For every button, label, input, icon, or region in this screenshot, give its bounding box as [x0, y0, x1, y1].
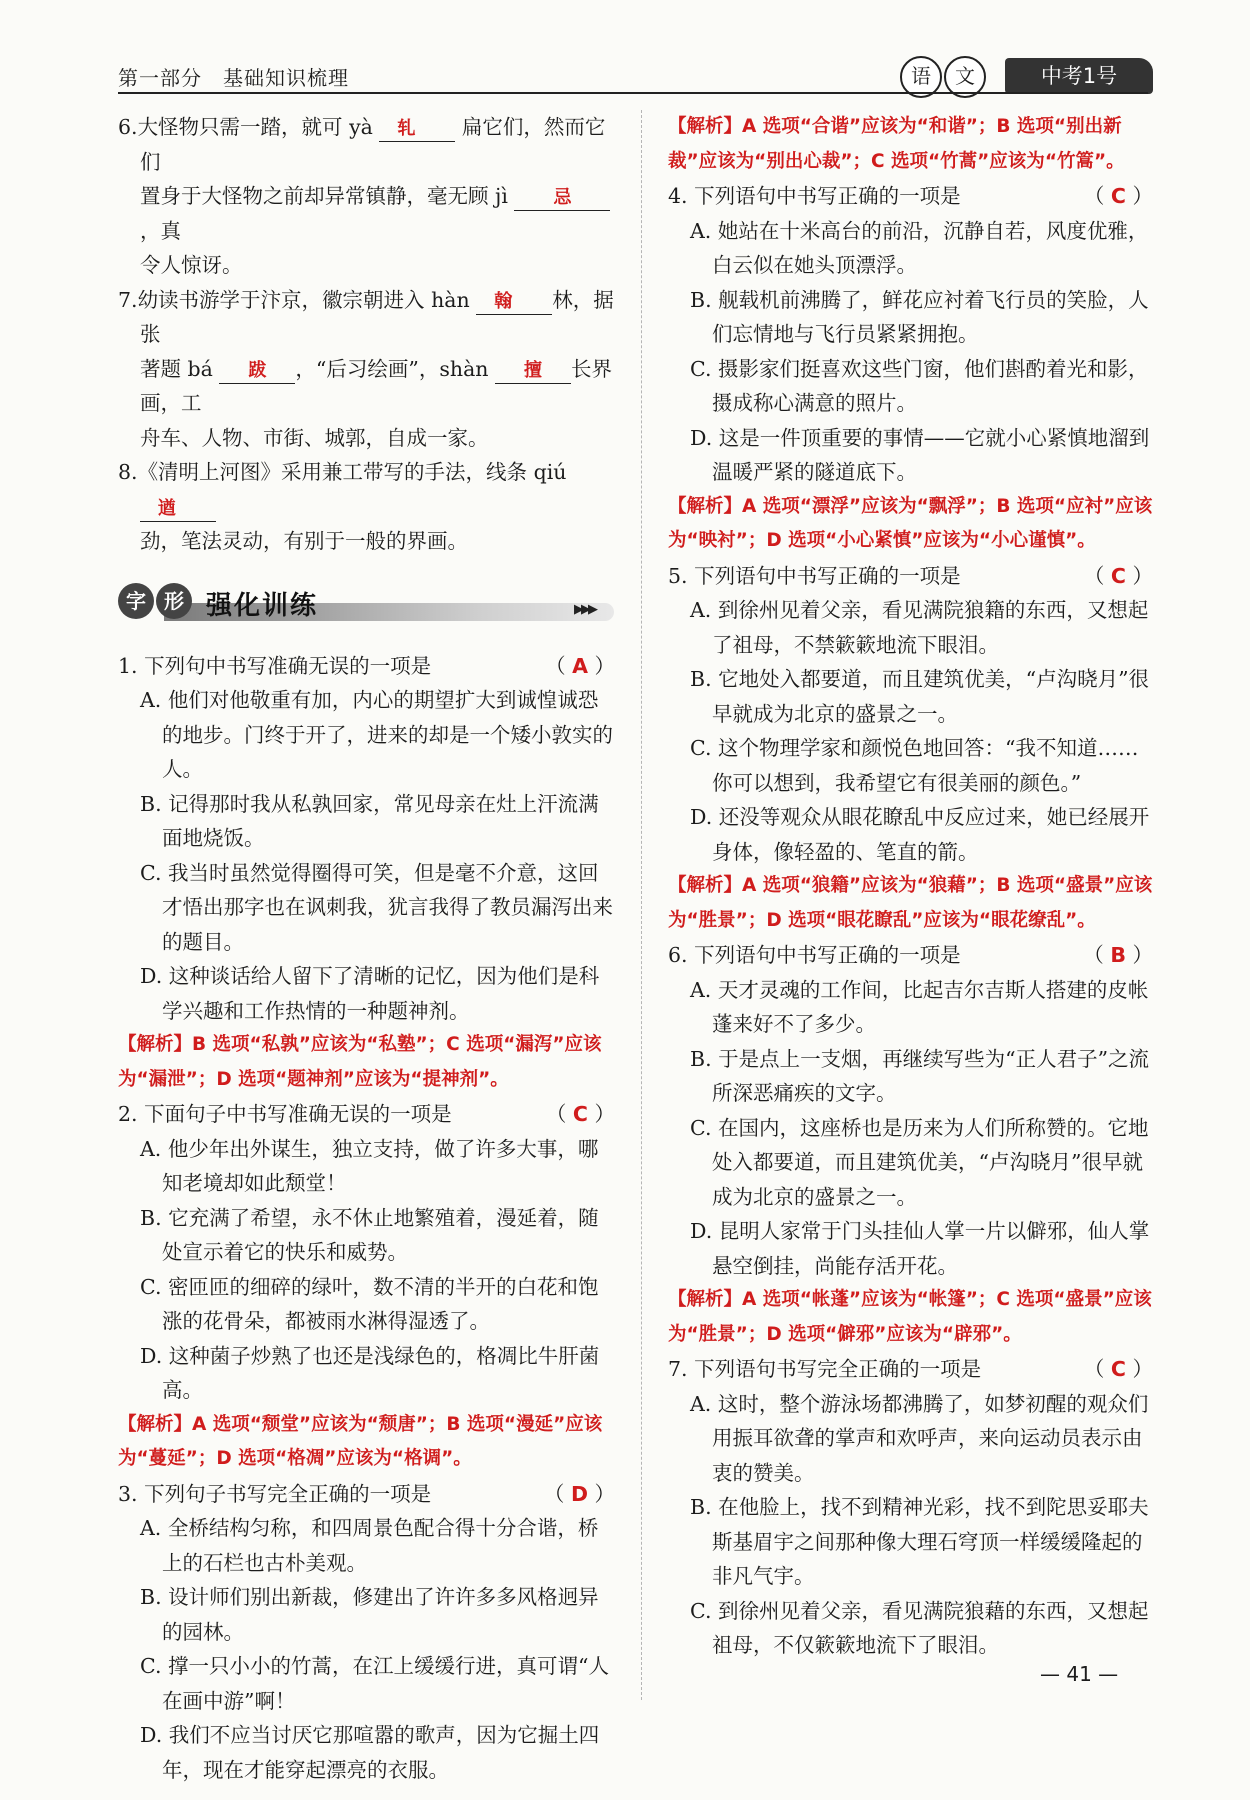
answer-blank: 轧 — [379, 117, 455, 142]
right-column — [668, 110, 1153, 1663]
section-char-zi: 字 — [118, 583, 154, 619]
answer-blank: 跋 — [219, 359, 295, 384]
analysis: 【解析】A 选项“帐蓬”应该为“帐篷”；C 选项“盛景”应该为“胜景”；D 选项“僻邪”应该为“辟邪”。 — [668, 1289, 1152, 1345]
page-number: — 41 — — [1040, 1662, 1119, 1686]
header-rule — [118, 92, 1148, 94]
left-column — [118, 110, 615, 1787]
question-6: 6. 下列语句中书写正确的一项是 （ B ） A. 天才灵魂的工作间，比起吉尔吉斯人搭建的皮帐蓬来好不了多少。 B. 于是点上一支烟，再继续写些为“正人君子”之流所深恶痛疾的文字。 C. 在国内，这座桥也是历来为人们所称赞的。它地处入都要道，而且建筑优美，“卢沟晓月”很早就成为北京的盛景之一。 D. 昆明人家常于门头挂仙人掌一片以僻邪，仙人掌悬空倒挂，尚能存活开花。 【解析】A 选项“帐蓬”应该为“帐篷”；C 选项“盛景”应该为“胜景”；D 选项“僻邪”应该为“辟邪”。 — [668, 938, 1153, 1352]
section-banner — [118, 577, 615, 641]
answer-blank: 遒 — [140, 497, 216, 522]
analysis: 【解析】A 选项“狼籍”应该为“狼藉”；B 选项“盛景”应该为“胜景”；D 选项“眼花瞭乱”应该为“眼花缭乱”。 — [668, 875, 1153, 931]
analysis: 【解析】B 选项“私孰”应该为“私塾”；C 选项“漏泻”应该为“漏泄”；D 选项“题神剂”应该为“提神剂”。 — [118, 1034, 602, 1090]
section-title: 强化训练 — [206, 590, 319, 621]
answer-letter: C — [1110, 563, 1126, 588]
analysis: 【解析】A 选项“漂浮”应该为“飘浮”；B 选项“应衬”应该为“映衬”；D 选项“小心紧慎”应该为“小心谨慎”。 — [668, 495, 1153, 551]
answer-letter: D — [570, 1481, 588, 1506]
answer-letter: A — [572, 653, 588, 678]
answer-letter: C — [572, 1102, 588, 1126]
fill-question-7: 7.幼读书游学于汴京，徽宗朝进入 hàn 翰 林，据张 著题 bá 跋 ，“后习绘画”，shàn 擅 长界画，工 舟车、人物、市街、城郭，自成一家。 — [118, 287, 614, 450]
fill-question-6: 6.大怪物只需一踏，就可 yà 轧 扁它们，然而它们 置身于大怪物之前却异常镇静，毫无顾 jì 忌，真 令人惊讶。 — [118, 110, 615, 283]
answer-letter: B — [1110, 943, 1126, 967]
answer-blank: 翰 — [476, 290, 552, 315]
column-divider — [641, 110, 642, 1700]
question-7: 7. 下列语句书写完全正确的一项是 （ C ） A. 这时，整个游泳场都沸腾了，如梦初醒的观众们用振耳欲聋的掌声和欢呼声，来向运动员表示由衷的赞美。 B. 在他脸上，找不到精神光彩，找不到陀思妥耶夫斯基眉宇之间那种像大理石穹顶一样缓缓隆起的非凡气宇。 C. 到徐州见着父亲，看见满院狼藉的东西，又想起祖母，不仅簌簌地流下了眼泪。 — [668, 1357, 1153, 1657]
analysis-q3: 【解析】A 选项“合谐”应该为“和谐”；B 选项“别出新裁”应该为“别出心裁”；C 选项“竹蒿”应该为“竹篙”。 — [668, 116, 1125, 172]
answer-blank: 忌 — [514, 186, 610, 211]
answer-letter: C — [1110, 1357, 1126, 1381]
question-2: 2. 下面句子中书写准确无误的一项是 （ C ） A. 他少年出外谋生，独立支持，做了许多大事，哪知老境却如此颓堂！ B. 它充满了希望，永不休止地繁殖着，漫延着，随处宣示着它的快乐和威势。 C. 密匝匝的细碎的绿叶，数不清的半开的白花和饱涨的花骨朵，都被雨水淋得湿透了。 D. 这种菌子炒熟了也还是浅绿色的，格凋比牛肝菌高。 【解析】A 选项“颓堂”应该为“颓唐”；B 选项“漫延”应该为“蔓延”；D 选项“格凋”应该为“格调”。 — [118, 1097, 615, 1477]
analysis: 【解析】A 选项“颓堂”应该为“颓唐”；B 选项“漫延”应该为“蔓延”；D 选项“格凋”应该为“格调”。 — [118, 1413, 603, 1469]
brand-logo: 中考1号 — [1005, 58, 1153, 94]
question-1: 1. 下列句中书写准确无误的一项是 （ A ） A. 他们对他敬重有加，内心的期望扩大到诚惶诚恐的地步。门终于开了，进来的却是一个矮小敦实的人。 B. 记得那时我从私孰回家，常见母亲在灶上汗流满面地烧饭。 C. 我当时虽然觉得圈得可笑，但是毫不介意，这回才悟出那字也在讽刺我，犹言我得了教员漏泻出来的题目。 D. 这种谈话给人留下了清晰的记忆，因为他们是科学兴趣和工作热情的一种题神剂。 【解析】B 选项“私孰”应该为“私塾”；C 选项“漏泻”应该为“漏泄”；D 选项“题神剂”应该为“提神剂”。 — [118, 649, 615, 1098]
question-3: 3. 下列句子书写完全正确的一项是 （ D ） A. 全桥结构匀称，和四周景色配合得十分合谐，桥上的石栏也古朴美观。 B. 设计师们别出新裁，修建出了许许多多风格迥异的园林。 C. 撑一只小小的竹蒿，在江上缓缓行进，真可谓“人在画中游”啊！ D. 我们不应当讨厌它那喧嚣的歌声，因为它掘土四年，现在才能穿起漂亮的衣服。 — [118, 1481, 615, 1782]
header-section-label: 第一部分 基础知识梳理 — [118, 66, 349, 90]
question-5: 5. 下列语句中书写正确的一项是 （ C ） A. 到徐州见着父亲，看见满院狼籍的东西，又想起了祖母，不禁簌簌地流下眼泪。 B. 它地处入都要道，而且建筑优美，“卢沟晓月”很早就成为北京的盛景之一。 C. 这个物理学家和颜悦色地回答：“我不知道……你可以想到，我希望它有很美丽的颜色。” D. 还没等观众从眼花瞭乱中反应过来，她已经展开身体，像轻盈的、笔直的箭。 【解析】A 选项“狼籍”应该为“狼藉”；B 选项“盛景”应该为“胜景”；D 选项“眼花瞭乱”应该为“眼花缭乱”。 — [668, 559, 1153, 939]
question-4: 4. 下列语句中书写正确的一项是 （ C ） A. 她站在十米高台的前沿，沉静自若，风度优雅，白云似在她头顶漂浮。 B. 舰载机前沸腾了，鲜花应衬着飞行员的笑脸，人们忘情地与飞行员紧紧拥抱。 C. 摄影家们挺喜欢这些门窗，他们斟酌着光和影，摄成称心满意的照片。 D. 这是一件顶重要的事情——它就小心紧慎地溜到温暖严紧的隧道底下。 【解析】A 选项“漂浮”应该为“飘浮”；B 选项“应衬”应该为“映衬”；D 选项“小心紧慎”应该为“小心谨慎”。 — [668, 179, 1153, 559]
arrow-icon: ▶▶▶ — [574, 601, 595, 617]
fill-question-8: 8.《清明上河图》采用兼工带写的手法，线条 qiú 遒 劲，笔法灵动，有别于一般的界画。 — [118, 460, 567, 553]
subject-badge-yu: 语 — [900, 56, 942, 98]
section-char-xing: 形 — [156, 583, 192, 619]
subject-badge-wen: 文 — [944, 56, 986, 98]
answer-letter: C — [1110, 184, 1126, 208]
answer-blank: 擅 — [495, 359, 571, 384]
